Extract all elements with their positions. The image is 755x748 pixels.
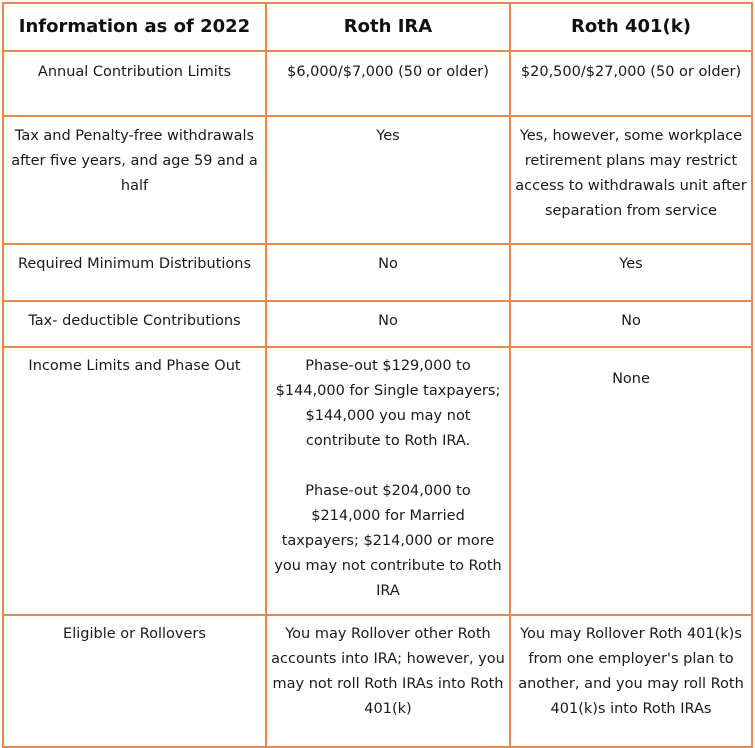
table-row	[3, 301, 752, 347]
row-label: Required Minimum Distributions	[3, 244, 266, 301]
row-label: Eligible or Rollovers	[3, 615, 266, 747]
row-label: Tax and Penalty-free withdrawals after five years, and age 59 and a half	[3, 116, 266, 244]
header-roth-ira: Roth IRA	[266, 3, 510, 51]
roth-401k-value: $20,500/$27,000 (50 or older)	[510, 51, 752, 116]
header-roth-401k: Roth 401(k)	[510, 3, 752, 51]
table-row	[3, 244, 752, 301]
roth-ira-paragraph-single: Phase-out $129,000 to $144,000 for Single taxpayers; $144,000 you may not contribute to Roth IRA.	[275, 358, 501, 449]
header-information: Information as of 2022	[3, 3, 266, 51]
roth-401k-value: No	[510, 301, 752, 347]
roth-ira-paragraph-married: Phase-out $204,000 to $214,000 for Married taxpayers; $214,000 or more you may not contribute to Roth IRA	[274, 483, 502, 599]
table-row	[3, 615, 752, 747]
roth-ira-value	[266, 347, 510, 615]
roth-ira-value: No	[266, 301, 510, 347]
table-header-row	[3, 3, 752, 51]
row-label: Annual Contribution Limits	[3, 51, 266, 116]
comparison-table	[2, 2, 753, 748]
roth-ira-value: You may Rollover other Roth accounts into IRA; however, you may not roll Roth IRAs into Roth 401(k)	[266, 615, 510, 747]
table-row	[3, 51, 752, 116]
roth-401k-value: None	[510, 347, 752, 615]
roth-401k-value: You may Rollover Roth 401(k)s from one employer's plan to another, and you may roll Roth 401(k)s into Roth IRAs	[510, 615, 752, 747]
roth-401k-value: Yes, however, some workplace retirement plans may restrict access to withdrawals unit after separation from service	[510, 116, 752, 244]
row-label: Tax- deductible Contributions	[3, 301, 266, 347]
roth-401k-value: Yes	[510, 244, 752, 301]
roth-ira-value: $6,000/$7,000 (50 or older)	[266, 51, 510, 116]
row-label: Income Limits and Phase Out	[3, 347, 266, 615]
table-row	[3, 347, 752, 615]
table-row	[3, 116, 752, 244]
roth-ira-value: No	[266, 244, 510, 301]
roth-ira-value: Yes	[266, 116, 510, 244]
